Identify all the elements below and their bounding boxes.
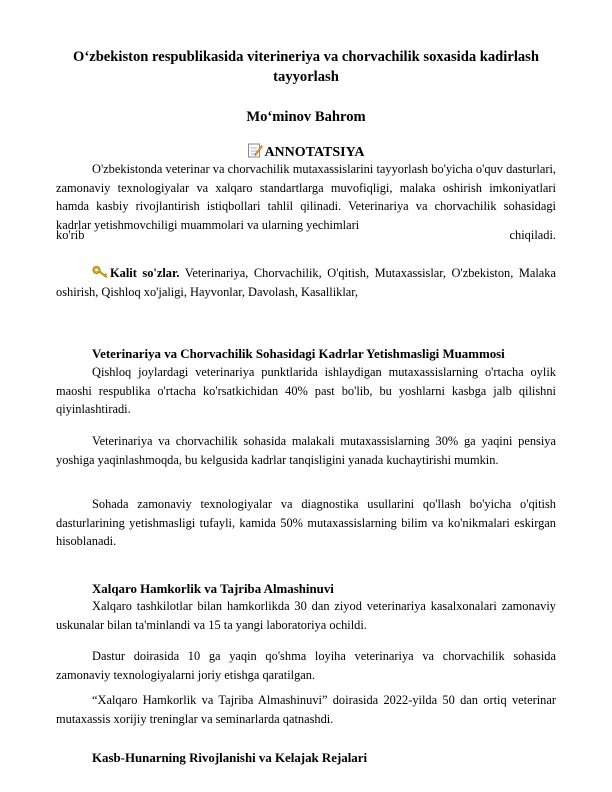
section-heading: Kasb-Hunarning Rivojlanishi va Kelajak Rejalari (92, 751, 368, 765)
section-heading: Veterinariya va Chorvachilik Sohasidagi Kadrlar Yetishmasligi Muammosi (92, 347, 505, 361)
keywords-label: Kalit so'zlar. (110, 266, 180, 280)
section-paragraph: Sohada zamonaviy texnologiyalar va diagnostika usullarini qo'llash bo'yicha o'qitish dasturlarining yetishmasligi tufayli, kamida 50% mutaxassislarning bilim va ko'nikmalari eskirgan hisoblanadi. (56, 497, 556, 549)
section-paragraph: Qishloq joylardagi veterinariya punktlarida ishlaydigan mutaxassislarning o'rtacha oylik maoshi respublika o'rtacha ko'rsatkichidan 40% past bo'lib, bu yoshlarni kasbga jalb qilishni qiyinlashtiradi. (56, 365, 556, 417)
paper-title: O‘zbekiston respublikasida viterineriya va chorvachilik soxasida kadirlash tayyorlash (73, 49, 539, 85)
section-paragraph: Dastur doirasida 10 ga yaqin qo'shma loyiha veterinariya va chorvachilik sohasida zamonaviy texnologiyalarni joriy etishga qaratilgan. (56, 649, 556, 682)
author-name: Mo‘minov Bahrom (246, 109, 366, 125)
memo-icon (247, 142, 263, 158)
annotation-tail-right: chiqiladi. (509, 228, 556, 242)
annotation-heading (0, 142, 612, 162)
section-paragraph: “Xalqaro Hamkorlik va Tajriba Almashinuvi” doirasida 2022-yilda 50 dan ortiq veterinar mutaxassis xorijiy treninglar va seminarlarda qatnashdi. (56, 693, 556, 726)
keywords-paragraph (56, 264, 556, 301)
section-paragraph: Xalqaro tashkilotlar bilan hamkorlikda 30 dan ziyod veterinariya kasalxonalari zamonaviy uskunalar bilan ta'minlandi va 15 ta yangi laboratoriya ochildi. (56, 599, 556, 632)
keywords-text: Veterinariya, Chorvachilik, O'qitish, Mutaxassislar, O'zbekiston, Malaka oshirish, Qishloq xo'jaligi, Hayvonlar, Davolash, Kasalliklar, (56, 266, 557, 299)
section-paragraph: Veterinariya va chorvachilik sohasida malakali mutaxassislarning 30% ga yaqini pensiya yoshiga yaqinlashmoqda, bu kelgusida kadrlar tanqisligini yanada kuchaytirishi mumkin. (56, 434, 556, 467)
key-icon (92, 265, 108, 279)
annotation-tail-left: ko'rib (56, 228, 85, 242)
section-heading: Xalqaro Hamkorlik va Tajriba Almashinuvi (92, 582, 334, 596)
annotation-heading-text: ANNOTATSIYA (264, 145, 365, 160)
annotation-text: O'zbekistonda veterinar va chorvachilik mutaxassislarini tayyorlash bo'yicha o'quv dasturlari, zamonaviy texnologiyalar va xalqaro standartlarga muvofiqligi, malaka oshirish imkoniyatlari hamda kasbiy rivojlantirish istiqbollari tahlil qilinadi. Veterinariya va chorvachilik sohasidagi kadrlar yetishmovchiligi muammolari va ularning yechimlari (56, 162, 556, 232)
